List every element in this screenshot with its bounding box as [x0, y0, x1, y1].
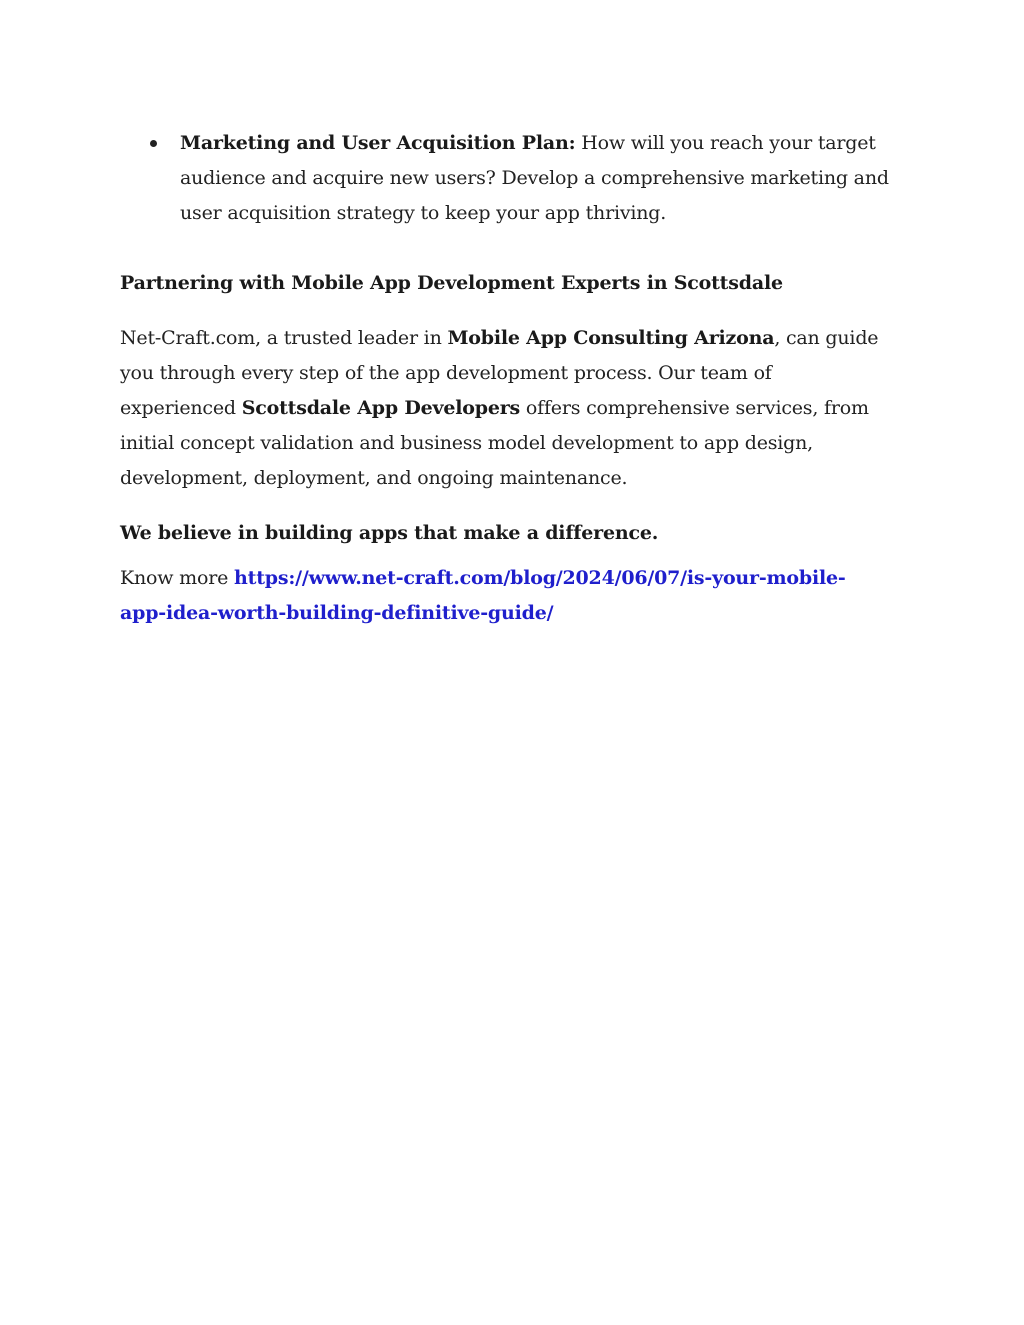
intro-paragraph	[120, 321, 890, 496]
bullet-text: How will you reach your target audience and acquire new users? Develop a comprehensive marketing and user acquisition strategy to keep your app thriving.	[180, 132, 889, 224]
bullet-list	[120, 126, 890, 231]
section-heading: Partnering with Mobile App Development Experts in Scottsdale	[120, 272, 783, 294]
paragraph-text-2: , can guide you through every step of the app development process. Our team of experienced	[120, 327, 879, 419]
know-more-label: Know more	[120, 567, 234, 589]
page-content	[120, 126, 890, 631]
bullet-label: Marketing and User Acquisition Plan:	[180, 132, 576, 154]
paragraph-text-3: offers comprehensive services, from initial concept validation and business model development to app design, development, deployment, and ongoing maintenance.	[120, 397, 869, 489]
know-more-line	[120, 561, 890, 631]
tagline: We believe in building apps that make a difference.	[120, 522, 659, 544]
paragraph-bold-2: Scottsdale App Developers	[241, 397, 521, 419]
paragraph-bold-1: Mobile App Consulting Arizona	[447, 327, 775, 349]
list-item	[120, 126, 890, 231]
article-link[interactable]: https://www.net-craft.com/blog/2024/06/07/is-your-mobile-app-idea-worth-building-definitive-guide/	[120, 567, 846, 624]
paragraph-text-1: Net-Craft.com, a trusted leader in	[120, 327, 448, 349]
bullet-icon	[150, 140, 157, 147]
